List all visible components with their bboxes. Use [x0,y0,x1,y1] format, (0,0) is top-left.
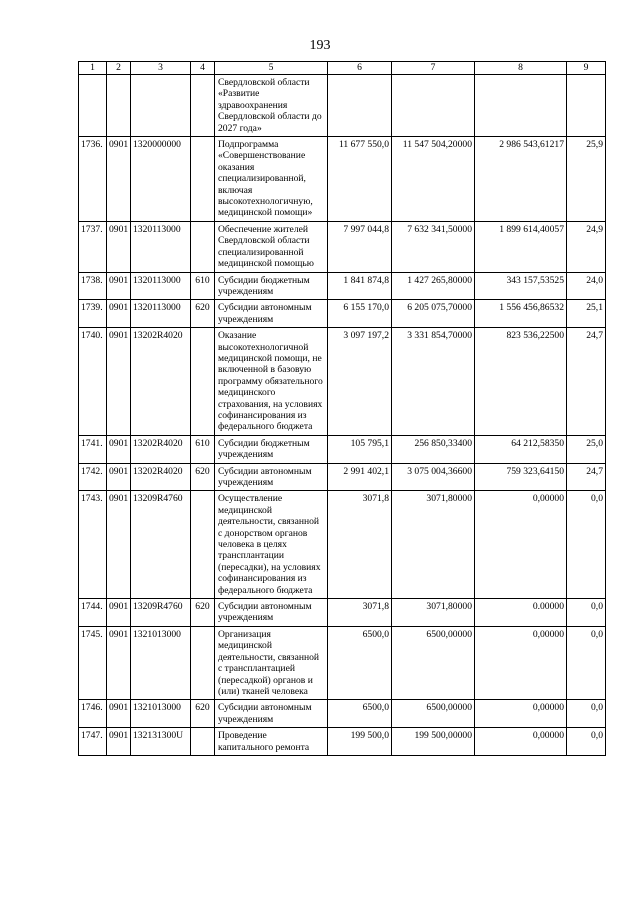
header-row [79,62,606,75]
refined-amount-cell: 3 075 004,36600 [392,463,475,491]
description-cell: Осуществление медицинской деятельности, связанной с донорством органов человека в целях трансплантации (пересадки), на условиях софинансирования из федерального бюджета [215,491,328,599]
planned-amount-cell: 3071,8 [328,599,392,627]
expense-type-cell: 620 [191,700,215,728]
table-row [79,75,606,137]
refined-amount-cell: 3071,80000 [392,599,475,627]
header-cell-5: 5 [215,62,328,75]
percent-cell: 24,9 [567,221,606,272]
table-row [79,137,606,222]
description-cell: Субсидии автономным учреждениям [215,463,328,491]
table-row [79,491,606,599]
header-cell-3: 3 [131,62,191,75]
executed-amount-cell: 2 986 543,61217 [475,137,567,222]
planned-amount-cell: 3 097 197,2 [328,328,392,436]
expense-type-cell [191,221,215,272]
percent-cell: 0,0 [567,626,606,699]
refined-amount-cell: 3071,80000 [392,491,475,599]
percent-cell [567,75,606,137]
table-row [79,328,606,436]
percent-cell: 0,0 [567,491,606,599]
target-article-cell: 13209R4760 [131,491,191,599]
header-cell-2: 2 [107,62,131,75]
expense-type-cell [191,137,215,222]
row-number-cell: 1746. [79,700,107,728]
executed-amount-cell: 343 157,53525 [475,272,567,300]
expense-type-cell [191,728,215,756]
executed-amount-cell: 64 212,58350 [475,435,567,463]
target-article-cell [131,75,191,137]
target-article-cell: 1320113000 [131,272,191,300]
expense-type-cell: 620 [191,300,215,328]
budget-table [78,61,606,756]
section-code-cell: 0901 [107,272,131,300]
executed-amount-cell: 1 899 614,40057 [475,221,567,272]
planned-amount-cell: 105 795,1 [328,435,392,463]
planned-amount-cell: 11 677 550,0 [328,137,392,222]
row-number-cell: 1745. [79,626,107,699]
description-cell: Субсидии автономным учреждениям [215,599,328,627]
target-article-cell: 1321013000 [131,626,191,699]
section-code-cell: 0901 [107,700,131,728]
section-code-cell: 0901 [107,435,131,463]
header-cell-7: 7 [392,62,475,75]
row-number-cell: 1743. [79,491,107,599]
planned-amount-cell: 6500,0 [328,700,392,728]
table-row [79,435,606,463]
row-number-cell: 1741. [79,435,107,463]
refined-amount-cell: 7 632 341,50000 [392,221,475,272]
target-article-cell: 1320113000 [131,300,191,328]
executed-amount-cell: 759 323,64150 [475,463,567,491]
executed-amount-cell: 823 536,22500 [475,328,567,436]
row-number-cell: 1747. [79,728,107,756]
refined-amount-cell: 1 427 265,80000 [392,272,475,300]
row-number-cell: 1739. [79,300,107,328]
executed-amount-cell: 0,00000 [475,728,567,756]
description-cell: Субсидии бюджетным учреждениям [215,272,328,300]
refined-amount-cell: 256 850,33400 [392,435,475,463]
section-code-cell: 0901 [107,626,131,699]
target-article-cell: 13202R4020 [131,463,191,491]
description-cell: Подпрограмма «Совершенствование оказания специализированной, включая высокотехнологичную, медицинской помощи» [215,137,328,222]
expense-type-cell [191,75,215,137]
refined-amount-cell: 3 331 854,70000 [392,328,475,436]
description-cell: Субсидии автономным учреждениям [215,300,328,328]
description-cell: Свердловской области «Развитие здравоохранения Свердловской области до 2027 года» [215,75,328,137]
description-cell: Обеспечение жителей Свердловской области специализированной медицинской помощью [215,221,328,272]
refined-amount-cell [392,75,475,137]
executed-amount-cell: 0,00000 [475,491,567,599]
expense-type-cell: 620 [191,599,215,627]
section-code-cell: 0901 [107,728,131,756]
description-cell: Организация медицинской деятельности, связанной с трансплантацией (пересадкой) органов и (или) тканей человека [215,626,328,699]
header-cell-1: 1 [79,62,107,75]
description-cell: Проведение капитального ремонта [215,728,328,756]
percent-cell: 25,9 [567,137,606,222]
target-article-cell: 1320000000 [131,137,191,222]
row-number-cell: 1740. [79,328,107,436]
section-code-cell [107,75,131,137]
table-row [79,300,606,328]
target-article-cell: 132131300U [131,728,191,756]
expense-type-cell: 610 [191,272,215,300]
percent-cell: 0,0 [567,728,606,756]
header-cell-9: 9 [567,62,606,75]
planned-amount-cell: 2 991 402,1 [328,463,392,491]
planned-amount-cell: 199 500,0 [328,728,392,756]
section-code-cell: 0901 [107,300,131,328]
executed-amount-cell [475,75,567,137]
description-cell: Субсидии бюджетным учреждениям [215,435,328,463]
table-row [79,221,606,272]
percent-cell: 24,7 [567,328,606,436]
table-row [79,599,606,627]
refined-amount-cell: 6 205 075,70000 [392,300,475,328]
table-row [79,626,606,699]
section-code-cell: 0901 [107,599,131,627]
planned-amount-cell: 3071,8 [328,491,392,599]
section-code-cell: 0901 [107,328,131,436]
header-cell-4: 4 [191,62,215,75]
row-number-cell: 1737. [79,221,107,272]
row-number-cell: 1744. [79,599,107,627]
percent-cell: 25,1 [567,300,606,328]
section-code-cell: 0901 [107,463,131,491]
refined-amount-cell: 11 547 504,20000 [392,137,475,222]
executed-amount-cell: 0,00000 [475,626,567,699]
header-cell-6: 6 [328,62,392,75]
table-row [79,700,606,728]
section-code-cell: 0901 [107,221,131,272]
target-article-cell: 13202R4020 [131,435,191,463]
target-article-cell: 1320113000 [131,221,191,272]
percent-cell: 0,0 [567,599,606,627]
executed-amount-cell: 0,00000 [475,700,567,728]
header-cell-8: 8 [475,62,567,75]
target-article-cell: 13202R4020 [131,328,191,436]
expense-type-cell [191,491,215,599]
description-cell: Субсидии автономным учреждениям [215,700,328,728]
row-number-cell [79,75,107,137]
expense-type-cell: 610 [191,435,215,463]
expense-type-cell [191,626,215,699]
page-number: 193 [309,38,331,53]
planned-amount-cell: 6500,0 [328,626,392,699]
table-row [79,272,606,300]
target-article-cell: 1321013000 [131,700,191,728]
row-number-cell: 1738. [79,272,107,300]
description-cell: Оказание высокотехнологичной медицинской помощи, не включенной в базовую программу обязательного медицинского страхования, на условиях софинансирования из федерального бюджета [215,328,328,436]
planned-amount-cell: 6 155 170,0 [328,300,392,328]
percent-cell: 0,0 [567,700,606,728]
table-row [79,728,606,756]
percent-cell: 25,0 [567,435,606,463]
percent-cell: 24,0 [567,272,606,300]
refined-amount-cell: 6500,00000 [392,700,475,728]
section-code-cell: 0901 [107,137,131,222]
refined-amount-cell: 199 500,00000 [392,728,475,756]
planned-amount-cell: 1 841 874,8 [328,272,392,300]
refined-amount-cell: 6500,00000 [392,626,475,699]
planned-amount-cell: 7 997 044,8 [328,221,392,272]
row-number-cell: 1736. [79,137,107,222]
table-row [79,463,606,491]
expense-type-cell [191,328,215,436]
expense-type-cell: 620 [191,463,215,491]
percent-cell: 24,7 [567,463,606,491]
executed-amount-cell: 0.00000 [475,599,567,627]
planned-amount-cell [328,75,392,137]
row-number-cell: 1742. [79,463,107,491]
target-article-cell: 13209R4760 [131,599,191,627]
section-code-cell: 0901 [107,491,131,599]
executed-amount-cell: 1 556 456,86532 [475,300,567,328]
